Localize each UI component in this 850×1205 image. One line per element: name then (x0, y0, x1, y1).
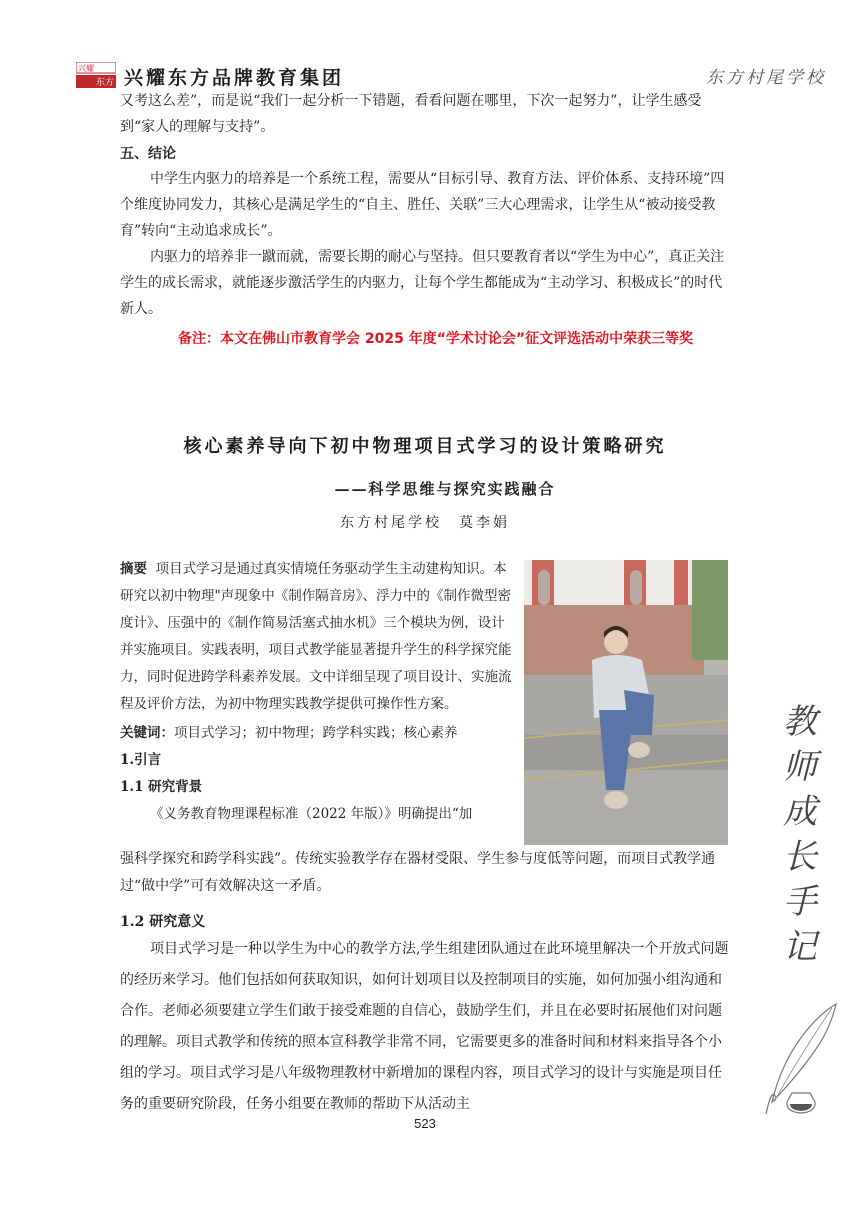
section-heading: 1.2 研究意义 (120, 914, 206, 930)
keywords-label: 关键词： (120, 725, 174, 741)
side-char: 教 (783, 702, 817, 742)
prev-article (120, 88, 730, 322)
svg-text:兴耀: 兴耀 (78, 64, 94, 73)
paragraph: 内驱力的培养非一蹴而就，需要长期的耐心与坚持。但只要教育者以“学生为中心”，真正关注学生的成长需求，就能逐步激活学生的内驱力，让每个学生都能成为“主动学习、积极成长”的时代新人。 (120, 249, 725, 317)
keywords-text: 项目式学习；初中物理；跨学科实践；核心素养 (174, 725, 458, 741)
abstract (120, 556, 515, 718)
side-char: 师 (783, 747, 817, 787)
award-note: 备注：本文在佛山市教育学会 2025 年度“学术讨论会”征文评选活动中荣获三等奖 (178, 331, 694, 347)
brand-logo (76, 62, 116, 88)
article-subtitle: ——科学思维与探究实践融合 (334, 480, 556, 498)
abstract-text: 项目式学习是通过真实情境任务驱动学生主动建构知识。本研究以初中物理"声现象中《制作隔音房》、浮力中的《制作微型密度计》、压强中的《制作简易活塞式抽水机》三个模块为例，设计并实施项目。实践表明，项目式教学能显著提升学生的科学探究能力，同时促进跨学科素养发展。文中详细呈现了项目设计、实施流程及评价方法，为初中物理实践教学提供可操作性方案。 (120, 561, 512, 712)
quill-ink-icon (752, 990, 842, 1120)
paragraph: 项目式学习是一种以学生为中心的教学方法,学生组建团队通过在此环境里解决一个开放式问题的经历来学习。他们包括如何获取知识，如何计划项目以及控制项目的实施，如何加强小组沟通和合作。老师必须要建立学生们敢于接受难题的自信心，鼓励学生们，并且在必要时拓展他们对问题的理解。项目式教学和传统的照本宣科教学非常不同，它需要更多的准备时间和材料来指导各个小组的学习。项目式学习是八年级物理教材中新增加的课程内容，项目式学习的设计与实施是项目任务的重要研究阶段，任务小组要在教师的帮助下从活动主 (120, 941, 729, 1112)
page-number: 523 (414, 1116, 436, 1131)
section-heading: 1.1 研究背景 (120, 779, 203, 795)
brand-name: 兴耀东方品牌教育集团 (124, 67, 345, 89)
body-continued (120, 846, 730, 1120)
paragraph: 《义务教育物理课程标准（2022 年版）》明确提出“加 (150, 806, 473, 822)
svg-text:东方: 东方 (96, 78, 115, 88)
side-char: 手 (783, 882, 817, 922)
header-school-name: 东方村尾学校 (706, 68, 826, 88)
abstract-label: 摘要 (120, 561, 147, 577)
author-photo (524, 560, 728, 845)
paragraph: 中学生内驱力的培养是一个系统工程，需要从“目标引导、教育方法、评价体系、支持环境”四个维度协同发力，其核心是满足学生的“自主、胜任、关联”三大心理需求，让学生从“被动接受教育”转向“主动追求成长”。 (120, 171, 725, 239)
side-char: 长 (783, 837, 817, 877)
section-heading: 1.引言 (120, 752, 162, 768)
article-author: 东方村尾学校 莫李娟 (340, 515, 510, 531)
side-title-calligraphy (770, 700, 830, 970)
paragraph: 又考这么差”，而是说“我们一起分析一下错题，看看问题在哪里，下次一起努力”，让学生感受到“家人的理解与支持”。 (120, 93, 702, 135)
side-char: 记 (783, 927, 817, 967)
section-heading: 五、结论 (120, 146, 176, 162)
side-char: 成 (783, 792, 817, 832)
abstract-block (120, 556, 515, 828)
paragraph: 强科学探究和跨学科实践”。传统实验教学存在器材受限、学生参与度低等问题，而项目式教学通过“做中学”可有效解决这一矛盾。 (120, 851, 716, 894)
keywords (120, 720, 515, 747)
article-title: 核心素养导向下初中物理项目式学习的设计策略研究 (183, 436, 667, 457)
